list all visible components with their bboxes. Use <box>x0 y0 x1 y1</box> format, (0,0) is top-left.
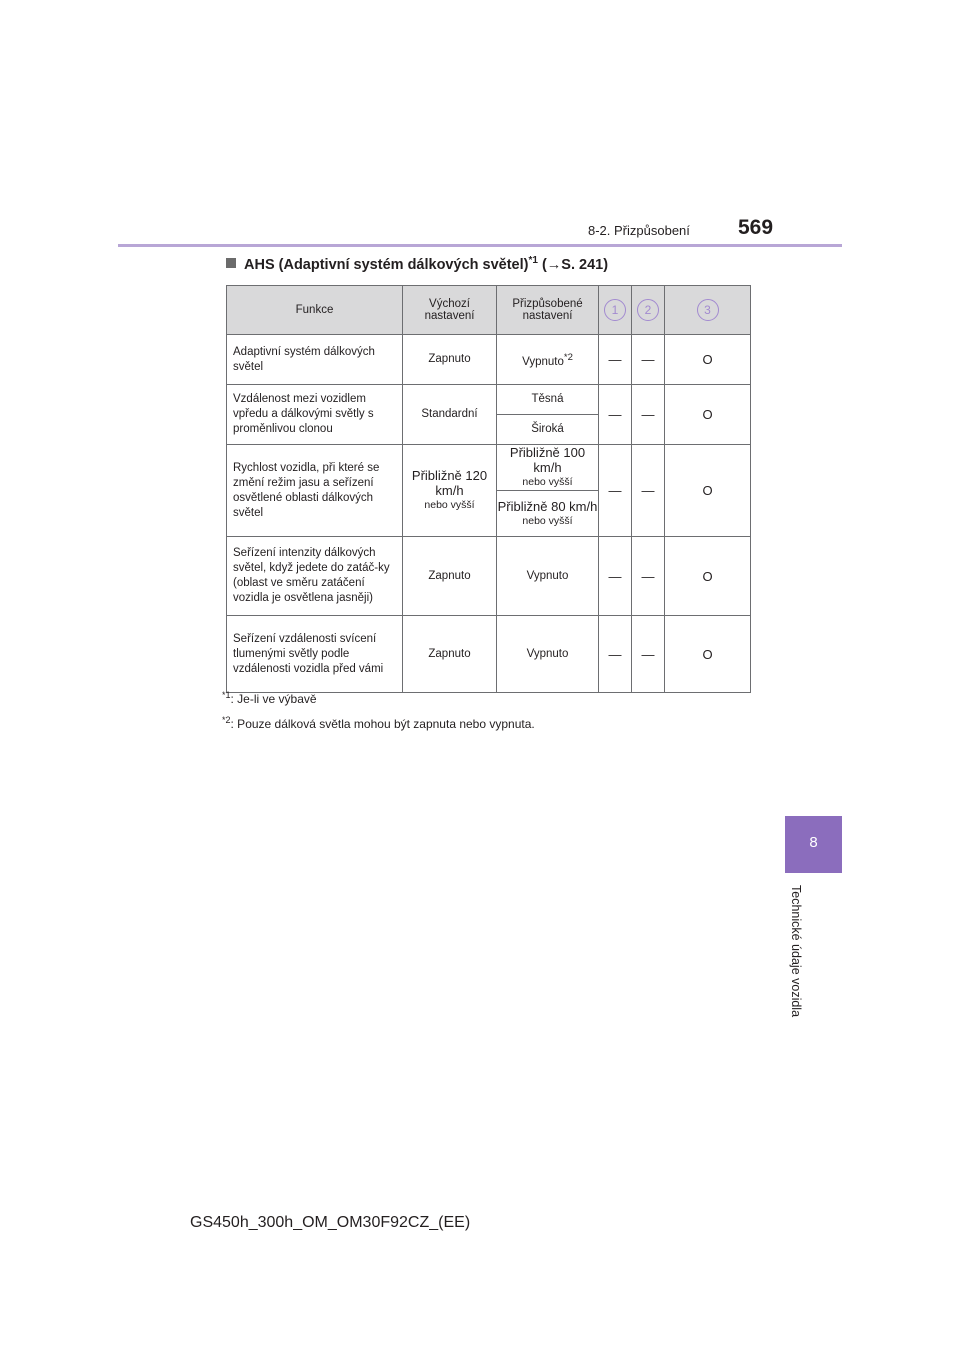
col-2-cell: — <box>632 445 665 537</box>
square-bullet-icon <box>226 258 236 268</box>
circled-2-icon: 2 <box>637 299 659 321</box>
function-cell: Seřízení intenzity dálkových světel, když jedete do zatáč-ky (oblast ve směru zatáčení vozidla je osvětlena jasněji) <box>227 537 403 616</box>
custom-cell <box>497 445 599 491</box>
col-1-cell: — <box>599 335 632 385</box>
circled-3-icon: 3 <box>697 299 719 321</box>
table-header-row <box>227 286 751 335</box>
table-row <box>227 445 751 491</box>
col-2-cell: — <box>632 335 665 385</box>
header-col-3 <box>665 286 751 335</box>
header-col-1 <box>599 286 632 335</box>
col-2-cell: — <box>632 385 665 445</box>
header-rule <box>118 244 842 247</box>
custom-value-line2: nebo vyšší <box>522 476 573 488</box>
function-cell: Vzdálenost mezi vozidlem vpředu a dálkovými světly s proměnlivou clonou <box>227 385 403 445</box>
custom-cell: Vypnuto <box>497 537 599 616</box>
table-row <box>227 537 751 616</box>
col-1-cell: — <box>599 616 632 693</box>
footnote-1-mark: *1 <box>222 690 231 700</box>
default-value-line1: Přibližně 120 km/h <box>411 468 488 498</box>
col-1-cell: — <box>599 445 632 537</box>
function-cell: Rychlost vozidla, při které se změní režim jasu a seřízení osvětlené oblasti dálkových světel <box>227 445 403 537</box>
function-cell: Seřízení vzdálenosti svícení tlumenými světly podle vzdálenosti vozidla před vámi <box>227 616 403 693</box>
header-default: Výchozí nastavení <box>403 286 497 335</box>
default-cell: Zapnuto <box>403 335 497 385</box>
custom-cell <box>497 491 599 537</box>
heading-text: AHS (Adaptivní systém dálkových světel) <box>244 256 529 273</box>
footnote-2-text: : Pouze dálková světla mohou být zapnuta nebo vypnuta. <box>230 717 535 731</box>
heading-footnote-mark: *1 <box>528 255 538 266</box>
chapter-label: Technické údaje vozidla <box>789 885 803 1018</box>
default-value-line2: nebo vyšší <box>424 499 475 511</box>
col-2-cell: — <box>632 537 665 616</box>
table-row <box>227 616 751 693</box>
custom-value-line1: Přibližně 80 km/h <box>497 498 598 514</box>
custom-cell <box>497 335 599 385</box>
chapter-tab <box>785 816 842 873</box>
section-title: 8-2. Přizpůsobení <box>588 223 690 238</box>
footnote-2-mark: *2 <box>222 715 231 725</box>
custom-footnote-mark: *2 <box>563 351 573 363</box>
heading-page-ref: (→S. 241) <box>541 256 609 273</box>
document-code: GS450h_300h_OM_OM30F92CZ_(EE) <box>190 1214 471 1231</box>
col-1-cell: — <box>599 385 632 445</box>
page-number: 569 <box>738 216 774 239</box>
header-function: Funkce <box>227 286 403 335</box>
col-2-cell: — <box>632 616 665 693</box>
custom-value-line2: nebo vyšší <box>522 514 573 527</box>
col-3-cell: O <box>665 616 751 693</box>
function-cell: Adaptivní systém dálkových světel <box>227 335 403 385</box>
custom-cell: Těsná <box>497 385 599 415</box>
custom-cell: Široká <box>497 415 599 445</box>
header-col-2 <box>632 286 665 335</box>
table-row <box>227 335 751 385</box>
custom-value-line1: Přibližně 100 km/h <box>509 445 586 475</box>
footnote-1-text: : Je-li ve výbavě <box>230 692 317 706</box>
default-cell: Zapnuto <box>403 537 497 616</box>
col-1-cell: — <box>599 537 632 616</box>
col-3-cell: O <box>665 537 751 616</box>
settings-table <box>226 285 751 693</box>
custom-value: Vypnuto <box>522 355 564 368</box>
col-3-cell: O <box>665 445 751 537</box>
col-3-cell: O <box>665 385 751 445</box>
footnote-1 <box>222 690 317 706</box>
table-row <box>227 385 751 415</box>
section-heading <box>226 255 608 273</box>
circled-1-icon: 1 <box>604 299 626 321</box>
header-custom: Přizpůsobené nastavení <box>497 286 599 335</box>
default-cell: Standardní <box>403 385 497 445</box>
default-cell <box>403 445 497 537</box>
footnote-2 <box>222 715 535 731</box>
chapter-number: 8 <box>809 834 818 851</box>
col-3-cell: O <box>665 335 751 385</box>
custom-cell: Vypnuto <box>497 616 599 693</box>
default-cell: Zapnuto <box>403 616 497 693</box>
